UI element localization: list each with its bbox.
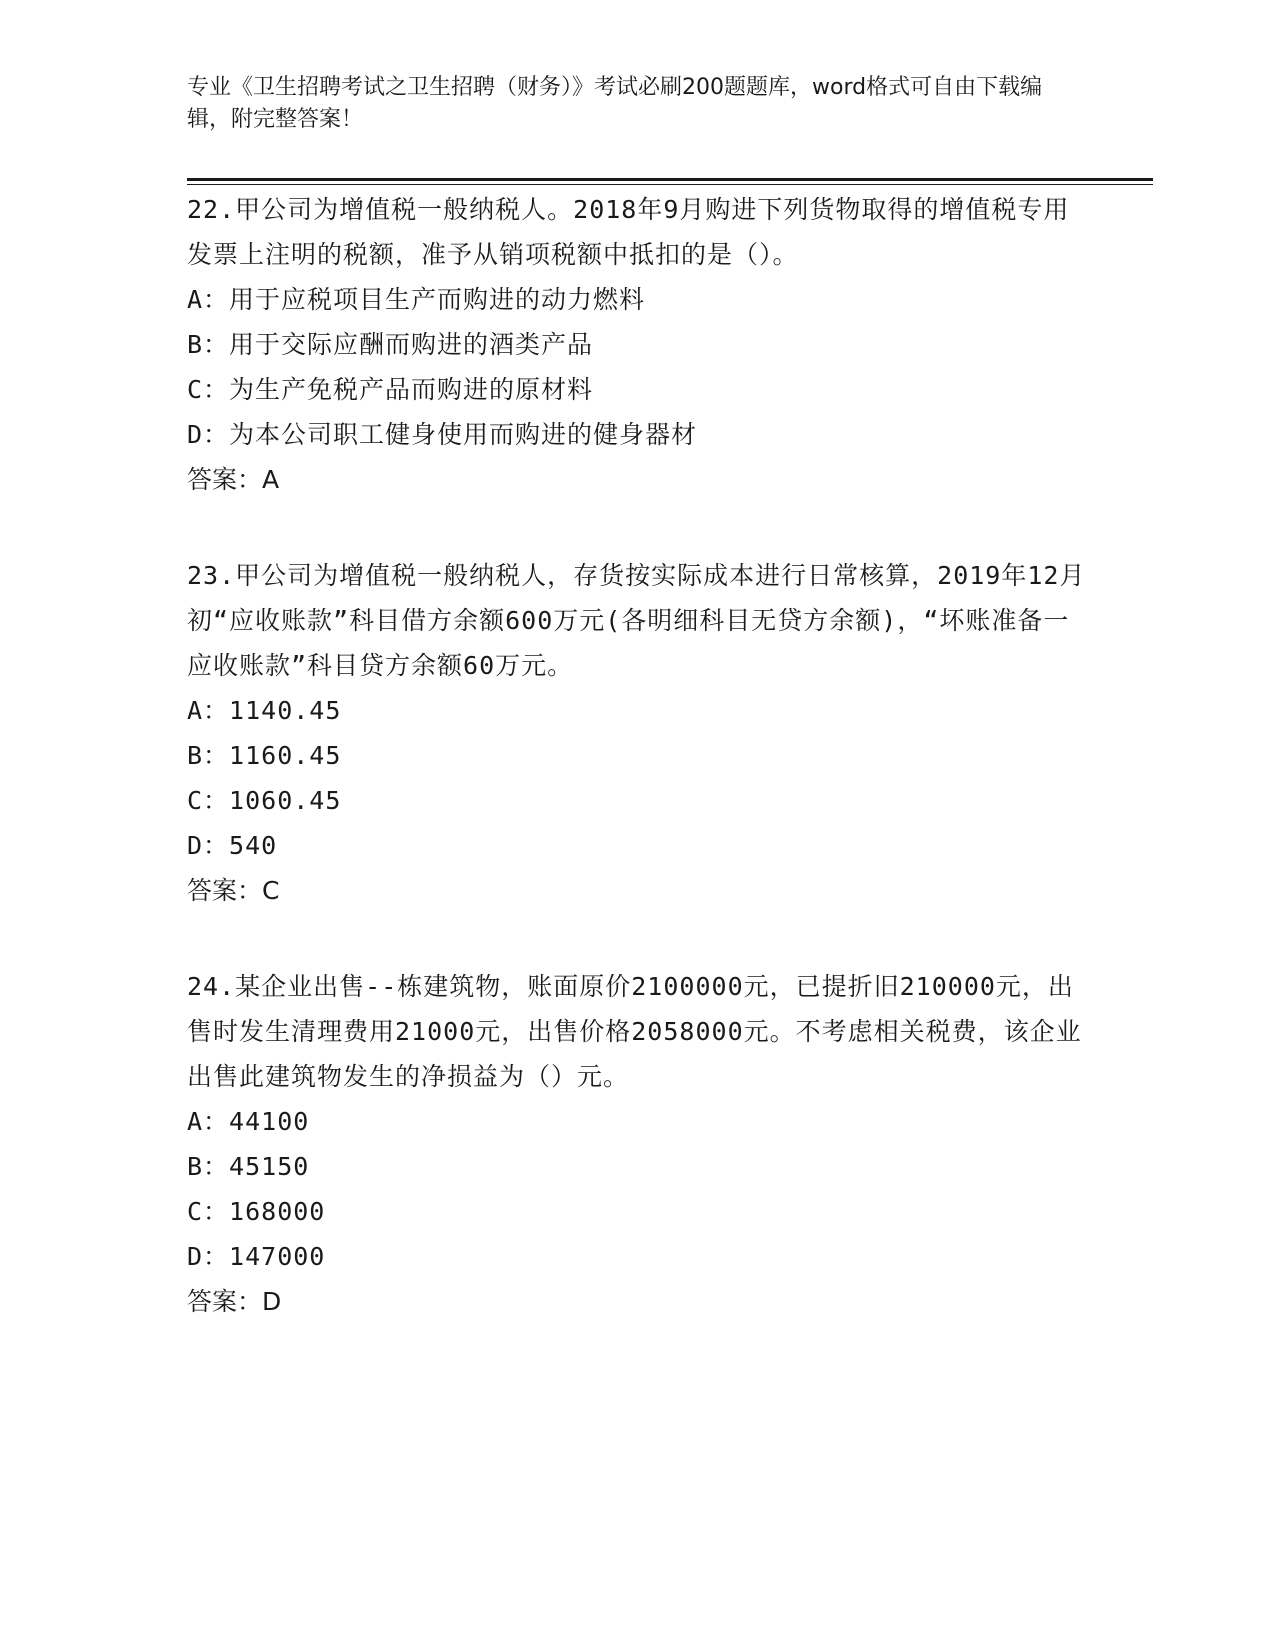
option-d: D：147000 (187, 1242, 326, 1271)
option-a: A：1140.45 (187, 696, 342, 725)
header-divider-thick (187, 178, 1153, 181)
header-divider-thin (187, 184, 1153, 185)
option-c: C：1060.45 (187, 786, 342, 815)
option-d: D：540 (187, 831, 278, 860)
option-a: A：44100 (187, 1107, 310, 1136)
option-d: D：为本公司职工健身使用而购进的健身器材 (187, 420, 698, 449)
option-c: C：为生产免税产品而购进的原材料 (187, 375, 594, 404)
answer-line: 答案：C (187, 876, 280, 905)
option-b: B：用于交际应酬而购进的酒类产品 (187, 330, 594, 359)
option-a: A：用于应税项目生产而购进的动力燃料 (187, 285, 646, 314)
question-stem: 23.甲公司为增值税一般纳税人，存货按实际成本进行日常核算，2019年12月初“应收账款”科目借方余额600万元(各明细科目无贷方余额)，“坏账准备一应收账款”科目贷方余额60万元。 (187, 561, 1086, 680)
question-stem: 24.某企业出售--栋建筑物，账面原价2100000元，已提折旧210000元，出售时发生清理费用21000元，出售价格2058000元。不考虑相关税费，该企业出售此建筑物发生的净损益为（）元。 (187, 972, 1082, 1091)
question-22 (187, 187, 1087, 502)
answer-line: 答案：A (187, 465, 280, 494)
question-stem: 22.甲公司为增值税一般纳税人。2018年9月购进下列货物取得的增值税专用发票上注明的税额，准予从销项税额中抵扣的是（）。 (187, 195, 1070, 269)
option-b: B：45150 (187, 1152, 310, 1181)
question-24 (187, 964, 1087, 1324)
document-header: 专业《卫生招聘考试之卫生招聘（财务）》考试必刷200题题库，word格式可自由下载编辑，附完整答案！ (187, 75, 1043, 132)
question-23 (187, 553, 1087, 913)
option-b: B：1160.45 (187, 741, 342, 770)
option-c: C：168000 (187, 1197, 326, 1226)
answer-line: 答案：D (187, 1287, 282, 1316)
